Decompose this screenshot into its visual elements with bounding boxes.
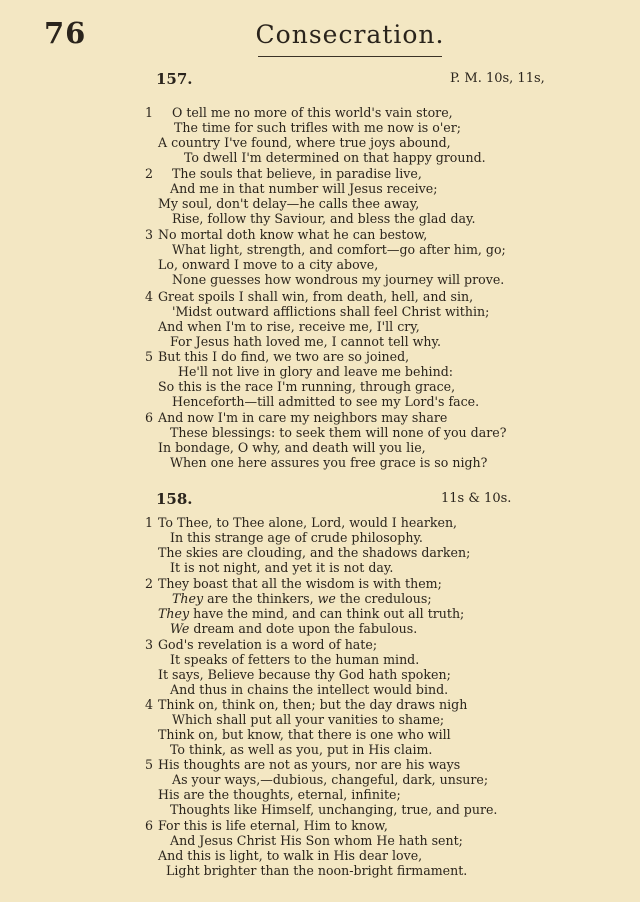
verse-line: We dream and dote upon the fabulous. — [170, 621, 418, 636]
verse-line: My soul, don't delay—he calls thee away, — [158, 196, 420, 211]
verse-number: 2 — [145, 576, 154, 591]
verse-line: For this is life eternal, Him to know, — [158, 818, 388, 833]
verse-line: They have the mind, and can think out all truth; — [158, 606, 465, 621]
title-rule — [258, 56, 442, 57]
verse-line: So this is the race I'm running, through grace, — [158, 379, 456, 394]
verse-line: He'll not live in glory and leave me behind: — [178, 364, 454, 379]
verse-line: Think on, but know, that there is one who will — [158, 727, 451, 742]
verse-line: And when I'm to rise, receive me, I'll cry, — [158, 319, 420, 334]
verse-line: In bondage, O why, and death will you lie, — [158, 440, 426, 455]
verse-line: They boast that all the wisdom is with them; — [158, 576, 442, 591]
verse-line: In this strange age of crude philosophy. — [170, 530, 423, 545]
verse-line: As your ways,—dubious, changeful, dark, unsure; — [172, 772, 489, 787]
verse-line: It is not night, and yet it is not day. — [170, 560, 394, 575]
verse-number: 4 — [145, 289, 154, 304]
hymn-number: 158. — [156, 490, 193, 508]
verse-number: 3 — [145, 227, 154, 242]
verse-line: But this I do find, we two are so joined, — [158, 349, 410, 364]
hymn-meter: 11s & 10s. — [441, 491, 512, 506]
hymn-header — [0, 490, 640, 508]
verse-line: To think, as well as you, put in His claim. — [170, 742, 433, 757]
verse-line: Lo, onward I move to a city above, — [158, 257, 379, 272]
running-title: Consecration. — [255, 20, 445, 49]
verse-line: Thoughts like Himself, unchanging, true, and pure. — [170, 802, 498, 817]
verse-line: The skies are clouding, and the shadows darken; — [158, 545, 471, 560]
verse-number: 2 — [145, 166, 154, 181]
hymn-meter: P. M. 10s, 11s, — [450, 71, 545, 86]
verse-line: A country I've found, where true joys abound, — [158, 135, 451, 150]
verse-line: Which shall put all your vanities to shame; — [172, 712, 445, 727]
verse-line: When one here assures you free grace is so nigh? — [170, 455, 488, 470]
page-number: 76 — [44, 16, 87, 50]
verse-number: 3 — [145, 637, 154, 652]
verse-number: 5 — [145, 757, 154, 772]
verse-number: 1 — [145, 105, 154, 120]
verse-line: And this is light, to walk in His dear love, — [158, 848, 423, 863]
verse-number: 6 — [145, 410, 154, 425]
verse-line: It says, Believe because thy God hath spoken; — [158, 667, 451, 682]
verse-line: For Jesus hath loved me, I cannot tell why. — [170, 334, 441, 349]
hymn-header — [0, 70, 640, 88]
verse-number: 1 — [145, 515, 154, 530]
verse-number: 4 — [145, 697, 154, 712]
verse-line: Rise, follow thy Saviour, and bless the glad day. — [172, 211, 476, 226]
verse-line: His thoughts are not as yours, nor are his ways — [158, 757, 461, 772]
verse-line: What light, strength, and comfort—go after him, go; — [172, 242, 506, 257]
verse-number: 5 — [145, 349, 154, 364]
verse-line: And now I'm in care my neighbors may share — [158, 410, 448, 425]
hymn-number: 157. — [156, 70, 193, 88]
verse-line: They are the thinkers, we the credulous; — [172, 591, 432, 606]
verse-line: Light brighter than the noon-bright firmament. — [166, 863, 468, 878]
verse-line: To dwell I'm determined on that happy ground. — [184, 150, 486, 165]
verse-line: Think on, think on, then; but the day draws nigh — [158, 697, 468, 712]
verse-line: Great spoils I shall win, from death, hell, and sin, — [158, 289, 474, 304]
verse-line: And thus in chains the intellect would bind. — [170, 682, 449, 697]
verse-line: The time for such trifles with me now is o'er; — [174, 120, 461, 135]
verse-line: 'Midst outward afflictions shall feel Christ within; — [172, 304, 490, 319]
verse-line: No mortal doth know what he can bestow, — [158, 227, 428, 242]
verse-line: Henceforth—till admitted to see my Lord's face. — [172, 394, 480, 409]
verse-line: The souls that believe, in paradise live, — [172, 166, 422, 181]
verse-line: O tell me no more of this world's vain store, — [172, 105, 453, 120]
verse-line: And Jesus Christ His Son whom He hath sent; — [170, 833, 463, 848]
verse-line: None guesses how wondrous my journey will prove. — [172, 272, 505, 287]
verse-number: 6 — [145, 818, 154, 833]
verse-line: To Thee, to Thee alone, Lord, would I hearken, — [158, 515, 458, 530]
verse-line: These blessings: to seek them will none of you dare? — [170, 425, 507, 440]
verse-line: His are the thoughts, eternal, infinite; — [158, 787, 401, 802]
verse-line: God's revelation is a word of hate; — [158, 637, 378, 652]
verse-line: And me in that number will Jesus receive; — [170, 181, 438, 196]
verse-line: It speaks of fetters to the human mind. — [170, 652, 420, 667]
